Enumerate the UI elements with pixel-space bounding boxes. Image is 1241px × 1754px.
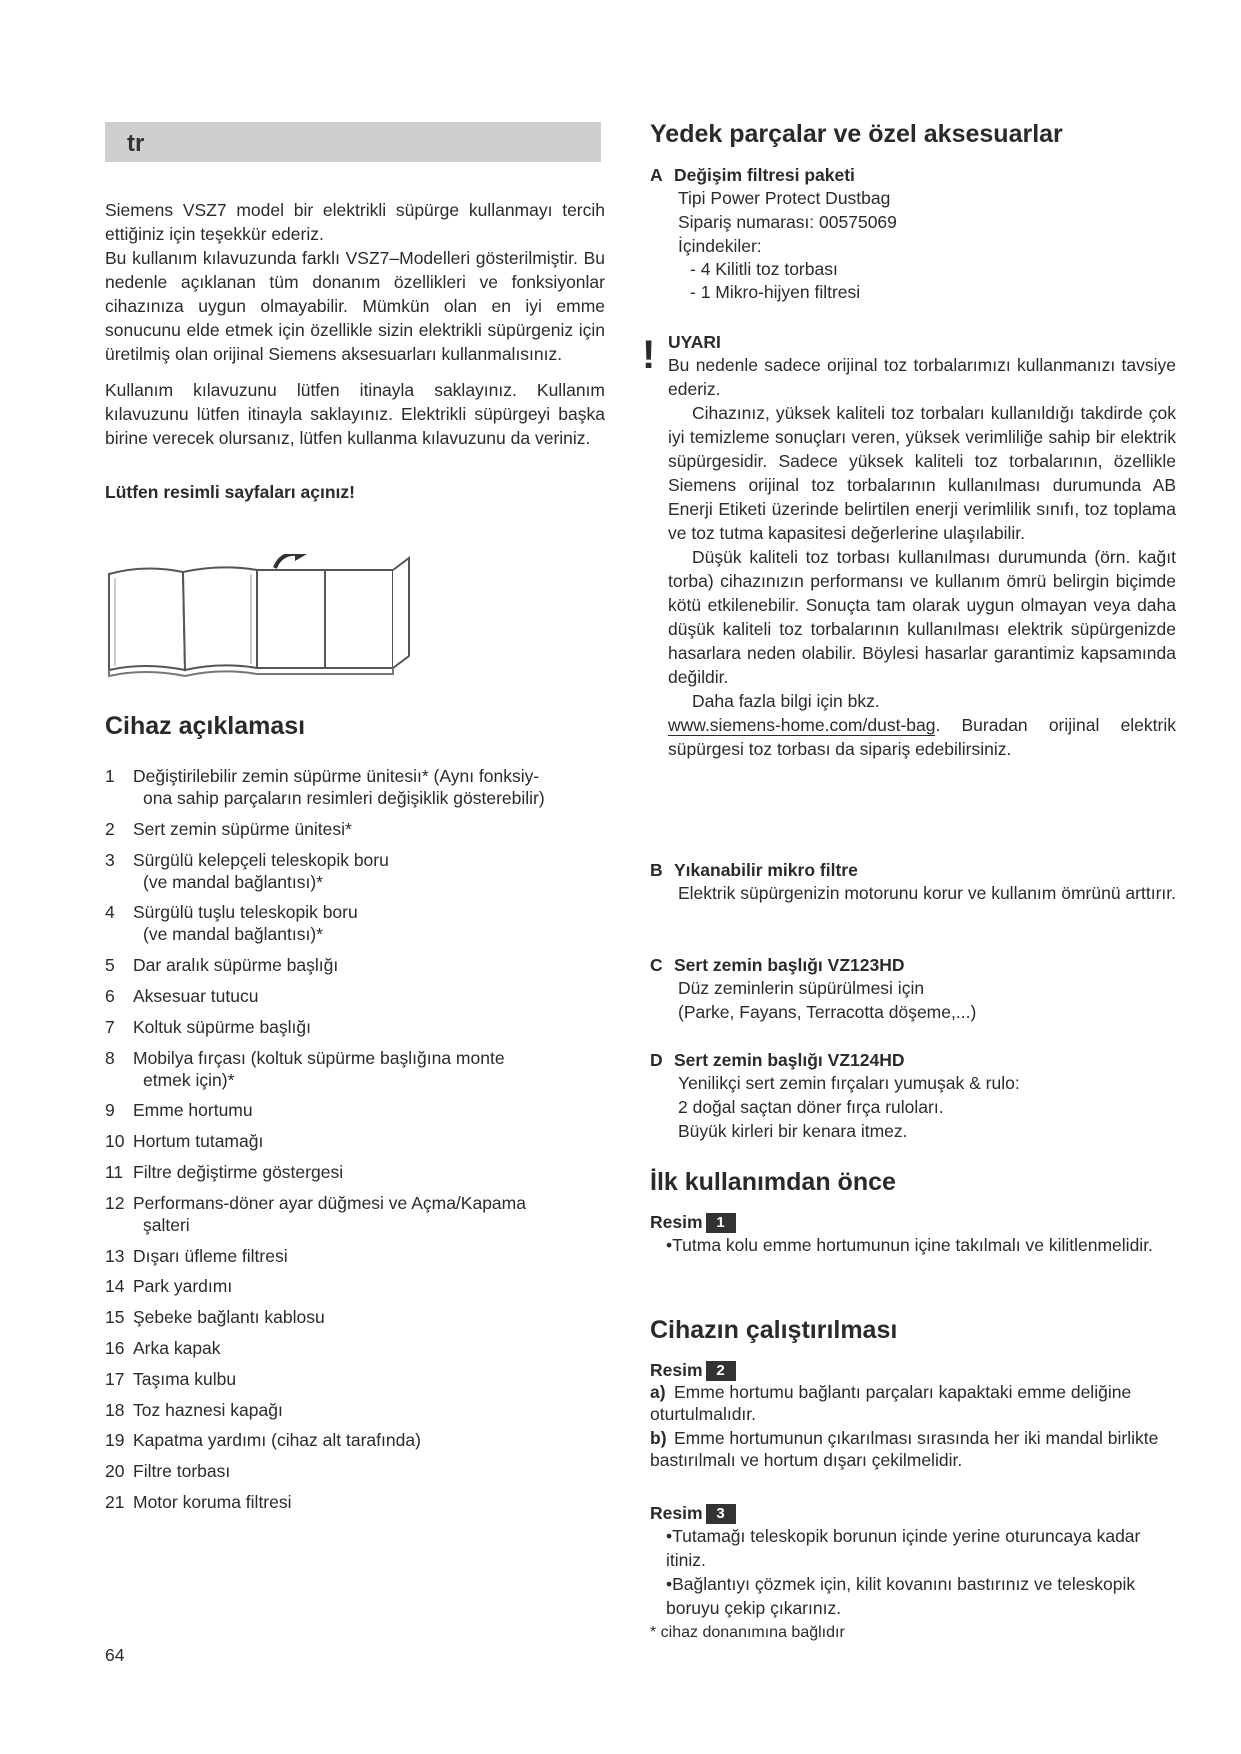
list-item: 8 Mobilya fırçası (koltuk süpürme başlığına monte etmek için)* — [105, 1047, 505, 1090]
accessory-d: D Sert zemin başlığı VZ124HD Yenilikçi sert zemin fırçaları yumuşak & rulo: 2 doğal saçtan döner fırça ruloları. Büyük kirleri bir kenara itmez. — [650, 1050, 1020, 1141]
item-heading: Sert zemin başlığı VZ124HD — [674, 1050, 905, 1070]
footnote: * cihaz donanımına bağlıdır — [650, 1624, 845, 1641]
item-letter: D — [650, 1050, 663, 1070]
first-use-block: Resim 1 •Tutma kolu emme hortumunun içine takılmalı ve kilitlenmelidir. — [650, 1212, 1153, 1255]
list-item: 3 Sürgülü kelepçeli teleskopik boru (ve mandal bağlantısı)* — [105, 849, 389, 892]
language-bar — [105, 122, 601, 162]
list-item: 14 Park yardımı — [105, 1276, 233, 1297]
list-item: 4 Sürgülü tuşlu teleskopik boru (ve mandal bağlantısı)* — [105, 902, 358, 945]
item-letter: C — [650, 955, 663, 975]
list-item: 17 Taşıma kulbu — [105, 1368, 237, 1389]
device-description-title: Cihaz açıklaması — [105, 712, 306, 740]
list-item: 20 Filtre torbası — [105, 1461, 231, 1482]
list-item: 11 Filtre değiştirme göstergesi — [105, 1161, 344, 1182]
list-item: 16 Arka kapak — [105, 1337, 221, 1358]
operation-block-3: Resim 3 •Tutamağı teleskopik borunun içinde yerine oturuncaya kadar itiniz. •Bağlantıyı çözmek için, kilit kovanını bastırınız ve teleskopik boruyu çekip çıkarınız. * cihaz donanımına bağlıdır — [650, 1503, 1180, 1642]
intro-paragraph-3: Kullanım kılavuzunu lütfen itinayla saklayınız. Kullanım kılavuzunu lütfen itinayla saklayınız. Elektrikli süpürgeyi başka birine verecek olursanız, lütfen kullanma kılavuzunu da veriniz. — [105, 380, 605, 448]
item-heading: Sert zemin başlığı VZ123HD — [674, 955, 905, 975]
list-item: 12 Performans-döner ayar düğmesi ve Açma/Kapama şalteri — [105, 1192, 526, 1235]
accessory-b: B Yıkanabilir mikro filtre Elektrik süpürgenizin motorunu korur ve kullanım ömrünü arttırır. — [650, 860, 1176, 903]
figure-number-badge: 3 — [706, 1504, 736, 1524]
open-pages-note: Lütfen resimli sayfaları açınız! — [105, 482, 355, 502]
list-item: 5 Dar aralık süpürme başlığı — [105, 955, 339, 976]
intro-paragraph-1: Siemens VSZ7 model bir elektrikli süpürge kullanmayı tercih ettiğiniz için teşekkür ederiz. — [105, 200, 605, 244]
open-book-illustration — [105, 554, 425, 684]
accessory-a: A Değişim filtresi paketi Tipi Power Protect Dustbag Sipariş numarası: 00575069 İçindekiler: - 4 Kilitli toz torbası - 1 Mikro-hijyen filtresi — [650, 165, 897, 302]
list-item: 18 Toz haznesi kapağı — [105, 1399, 283, 1420]
parts-list — [105, 765, 625, 1522]
accessory-c: C Sert zemin başlığı VZ123HD Düz zeminlerin süpürülmesi için (Parke, Fayans, Terracotta döşeme,...) — [650, 955, 977, 1022]
language-code: tr — [127, 130, 145, 157]
intro-section — [105, 198, 605, 503]
page-number: 64 — [105, 1645, 125, 1665]
item-letter: B — [650, 860, 663, 880]
list-item: 21 Motor koruma filtresi — [105, 1491, 292, 1512]
item-heading: Değişim filtresi paketi — [674, 165, 855, 185]
intro-paragraph-2: Bu kullanım kılavuzunda farklı VSZ7–Modelleri gösterilmiştir. Bu nedenle açıklanan tüm donanım özellikleri ve fonksiyonlar cihazınıza uygun olmayabilir. Mümkün olan en iyi emme sonucunu elde etmek için özellikle sizin elektrikli süpürgeniz için üretilmiş olan orijinal Siemens aksesuarları kullanmalısınız. — [105, 248, 605, 364]
list-item: 10 Hortum tutamağı — [105, 1131, 264, 1152]
list-item: 2 Sert zemin süpürme ünitesi* — [105, 818, 352, 839]
spare-parts-title: Yedek parçalar ve özel aksesuarlar — [650, 120, 1063, 148]
figure-number-badge: 1 — [706, 1213, 736, 1233]
figure-number-badge: 2 — [706, 1361, 736, 1381]
list-item: 9 Emme hortumu — [105, 1100, 253, 1121]
first-use-title: İlk kullanımdan önce — [650, 1168, 896, 1196]
list-item: 15 Şebeke bağlantı kablosu — [105, 1307, 325, 1328]
dust-bag-link[interactable]: www.siemens-home.com/dust-bag — [668, 715, 936, 735]
list-item: 6 Aksesuar tutucu — [105, 985, 259, 1006]
list-item: 1 Değiştirilebilir zemin süpürme ünitesiı* (Aynı fonksiy- ona sahip parçaların resimleri değişiklik gösterebilir) — [105, 766, 545, 808]
list-item: 13 Dışarı üfleme filtresi — [105, 1245, 288, 1266]
warning-title: UYARI — [668, 332, 721, 352]
item-letter: A — [650, 165, 663, 185]
operation-block-2: Resim 2 a) Emme hortumu bağlantı parçaları kapaktaki emme deliğine oturtulmalıdır. b) Emme hortumunun çıkarılması sırasında her iki mandal birlikte bastırılmalı ve hortum dışarı çekilmelidir. — [650, 1360, 1159, 1470]
warning-icon: ! — [642, 333, 656, 377]
item-heading: Yıkanabilir mikro filtre — [674, 860, 858, 880]
list-item: 7 Koltuk süpürme başlığı — [105, 1016, 312, 1037]
list-item: 19 Kapatma yardımı (cihaz alt tarafında) — [105, 1430, 421, 1451]
warning-block: UYARI Bu nedenle sadece orijinal toz torbalarımızı kullanmanızı tavsiye ederiz. Cihazınız, yüksek kaliteli toz torbaları kullanıldığı takdirde çok iyi temizleme sonuçları veren, yüksek verimliliğe sahip bir elektrik süpürgesidir. Sadece yüksek kaliteli toz torbalarının, özellikle Siemens orijinal toz torbalarının kullanılması durumunda AB Enerji Etiketi üzerinde belirtilen enerji verimlilik sınıfı, toz toplama ve toz tutma kapasitesi değerlerine ulaşılabilir. Düşük kaliteli toz torbası kullanılması durumunda (örn. kağıt torba) cihazınızın performansı ve kullanım ömrü belirgin biçimde kötü etkilenebilir. Sonuçta tam olarak uygun olmayan veya daha düşük kaliteli toz torbalarının kullanılması elektrik süpürgenizde hasarlara neden olabilir. Böylesi hasarlar garantimiz kapsamında değildir. Daha fazla bilgi için bkz. www.siemens-home.com/dust-bag. Buradan orijinal elektrik süpürgesi toz torbası da sipariş edebilirsiniz. — [668, 332, 1176, 759]
operation-title: Cihazın çalıştırılması — [650, 1316, 898, 1344]
